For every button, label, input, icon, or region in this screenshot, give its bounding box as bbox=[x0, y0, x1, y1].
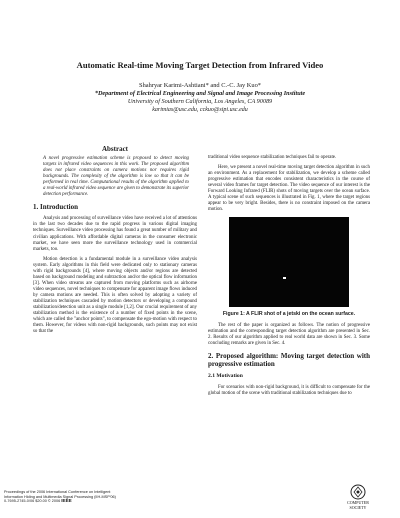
intro-paragraph: Analysis and processing of surveillance video have received a lot of attentions in the last two decades due to the rapid progress in various digital imaging techniques. Surveillance video processing has found a great number of military and civilian applications. With affordable digital cameras in the consumer electronic market, we have seen more the surveillance technology used in commercial markets, too. bbox=[33, 216, 197, 252]
author-names: Shahryar Karimi-Ashtiani* and C.-C. Jay Kuo* bbox=[139, 82, 261, 89]
intro-paragraph: Motion detection is a fundamental module in a surveillance video analysis system. Early algorithms in this field were dedicated only to stationary cameras with rigid backgrounds [4], where moving objects and/or regions are detected based on background modeling and subtraction and/or the optical flow information [3]. When video streams are captured from moving platforms such as airborne video sequences, novel techniques to compensate for apparent image flows induced by camera motions are needed. This is often solved by adopting a variety of stabilization techniques cascaded by motion detectors or developing a compound stabilization/detection unit as a single module [1,2]. Our crucial requirement of any stabilization method is the existence of a number of fixed points in the scene, which are called the "anchor points", to compensate the ego-motion with respect to them. However, for videos with non-rigid backgrounds, such points may not exist so that the bbox=[33, 256, 197, 335]
logo-line-computer: COMPUTER bbox=[347, 500, 369, 505]
section-heading-introduction: 1. Introduction bbox=[33, 203, 78, 212]
right-column bbox=[208, 155, 370, 401]
footer-line bbox=[4, 499, 116, 504]
abstract-text: A novel progressive estimation scheme is proposed to detect moving targets in infrared video sequences in this work. The proposed algorithm does not place constraints on camera motions nor requires rigid backgrounds. The complexity of the algorithm is low so that it can be performed in real time. Computational results of the algorithm applied to a real-world infrared video sequence are given to demonstrate its superior detection performance. bbox=[43, 156, 189, 198]
logo-line-society: SOCIETY bbox=[349, 504, 367, 510]
author-block bbox=[0, 82, 400, 114]
jetski-target-blob bbox=[283, 277, 286, 279]
proceedings-footer bbox=[4, 490, 116, 504]
ieee-logo-text: IEEE bbox=[61, 498, 72, 504]
author-emails: karimias@usc.edu, cckuo@sipi.usc.edu bbox=[152, 107, 248, 113]
computer-society-emblem-icon bbox=[350, 484, 366, 500]
author-affiliation-department: *Department of Electrical Engineering and Signal and Image Processing Institute bbox=[94, 90, 306, 97]
motivation-paragraph: For scenarios with non-rigid background, it is difficult to compensate for the global motion of the scene with traditional stabilization techniques due to bbox=[208, 385, 370, 397]
computer-society-logo bbox=[336, 484, 380, 510]
author-affiliation-university: University of Southern California, Los Angeles, CA 90089 bbox=[127, 98, 273, 105]
intro-continuation: traditional video sequence stabilization techniques fail to operate. bbox=[208, 155, 337, 160]
footer-line: Proceedings of the 2006 International Conference on Intelligent bbox=[4, 490, 111, 494]
figure-caption: Figure 1: A FLIR shot of a jetski on the ocean surface. bbox=[222, 311, 356, 318]
paper-title: Automatic Real-time Moving Target Detection from Infrared Video bbox=[76, 60, 324, 70]
left-column bbox=[33, 146, 197, 339]
intro-paragraph: The rest of the paper is organized as follows. The notion of progressive estimation and the corresponding target detection algorithm are presented in Sec. 2. Results of our algorithm applied to real world data are shown in Sec. 3. Some concluding remarks are given in Sec. 4. bbox=[208, 322, 370, 346]
footer-line: Information Hiding and Multimedia Signal Processing (IIH-MSP'06) bbox=[4, 494, 116, 499]
flir-figure-image bbox=[229, 217, 349, 307]
section-heading-proposed-algorithm: 2. Proposed algorithm: Moving target detection with progressive estimation bbox=[208, 352, 370, 369]
intro-paragraph: Here, we present a novel real-time moving target detection algorithm in such an environment. As a replacement for stabilization, we develop a scheme called progressive estimation that encodes consistent characteristics in the course of several video frames for target detection. The video sequence of our interest is the Forward Looking Infrared (FLIR) shots of moving targets over the ocean surface. A typical scene of such sequences is illustrated in Fig. 1, where the target regions appear to be very bright. Besides, there is no constraint imposed on the camera motion. bbox=[208, 165, 370, 213]
subsection-heading-motivation: 2.1 Motivation bbox=[208, 373, 243, 380]
footer-isbn: 0-7695-2745-0/06 $20.00 © 2006 bbox=[4, 499, 61, 504]
abstract-heading: Abstract bbox=[101, 145, 129, 153]
